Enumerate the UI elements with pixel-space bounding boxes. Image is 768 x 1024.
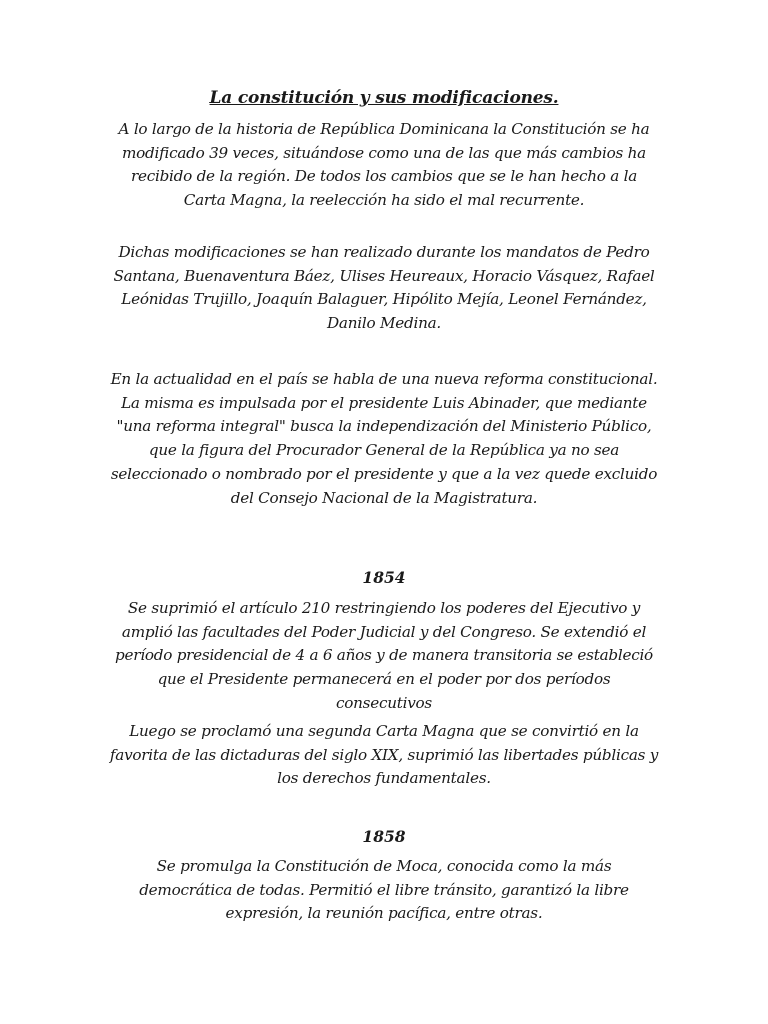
section-1858-paragraph-1: Se promulga la Constitución de Moca, conocida como la más democrática de todas. Permitió el libre tránsito, garantizó la libre expresión, la reunión pacífica, entre otras. — [139, 857, 629, 923]
section-1854-paragraph-2: Luego se proclamó una segunda Carta Magna que se convirtió en la favorita de las dictaduras del siglo XIX, suprimió las libertades públicas y los derechos fundamentales. — [109, 722, 659, 788]
current-reform-paragraph: En la actualidad en el país se habla de una nueva reforma constitucional. La misma es impulsada por el presidente Luis Abinader, que mediante "una reforma integral" busca la independización del Ministerio Público, que la figura del Procurador General de la República ya no sea seleccionado o nombrado por el presidente y que a la vez quede excluido del Consejo Nacional de la Magistratura. — [110, 370, 658, 507]
mandates-paragraph: Dichas modificaciones se han realizado durante los mandatos de Pedro Santana, Buenaventura Báez, Ulises Heureaux, Horacio Vásquez, Rafael Leónidas Trujillo, Joaquín Balaguer, Hipólito Mejía, Leonel Fernández, Danilo Medina. — [113, 243, 655, 333]
intro-paragraph: A lo largo de la historia de República Dominicana la Constitución se ha modificado 39 veces, situándose como una de las que más cambios ha recibido de la región. De todos los cambios que se le han hecho a la Carta Magna, la reelección ha sido el mal recurrente. — [118, 120, 650, 210]
year-heading-1858: 1858 — [362, 827, 406, 846]
section-1854-paragraph-1: Se suprimió el artículo 210 restringiendo los poderes del Ejecutivo y amplió las facultades del Poder Judicial y del Congreso. Se extendió el período presidencial de 4 a 6 años y de manera transitoria se estableció que el Presidente permanecerá en el poder por dos períodos consecutivos — [115, 599, 653, 712]
page-title: La constitución y sus modificaciones. — [209, 88, 559, 108]
year-heading-1854: 1854 — [362, 568, 406, 587]
